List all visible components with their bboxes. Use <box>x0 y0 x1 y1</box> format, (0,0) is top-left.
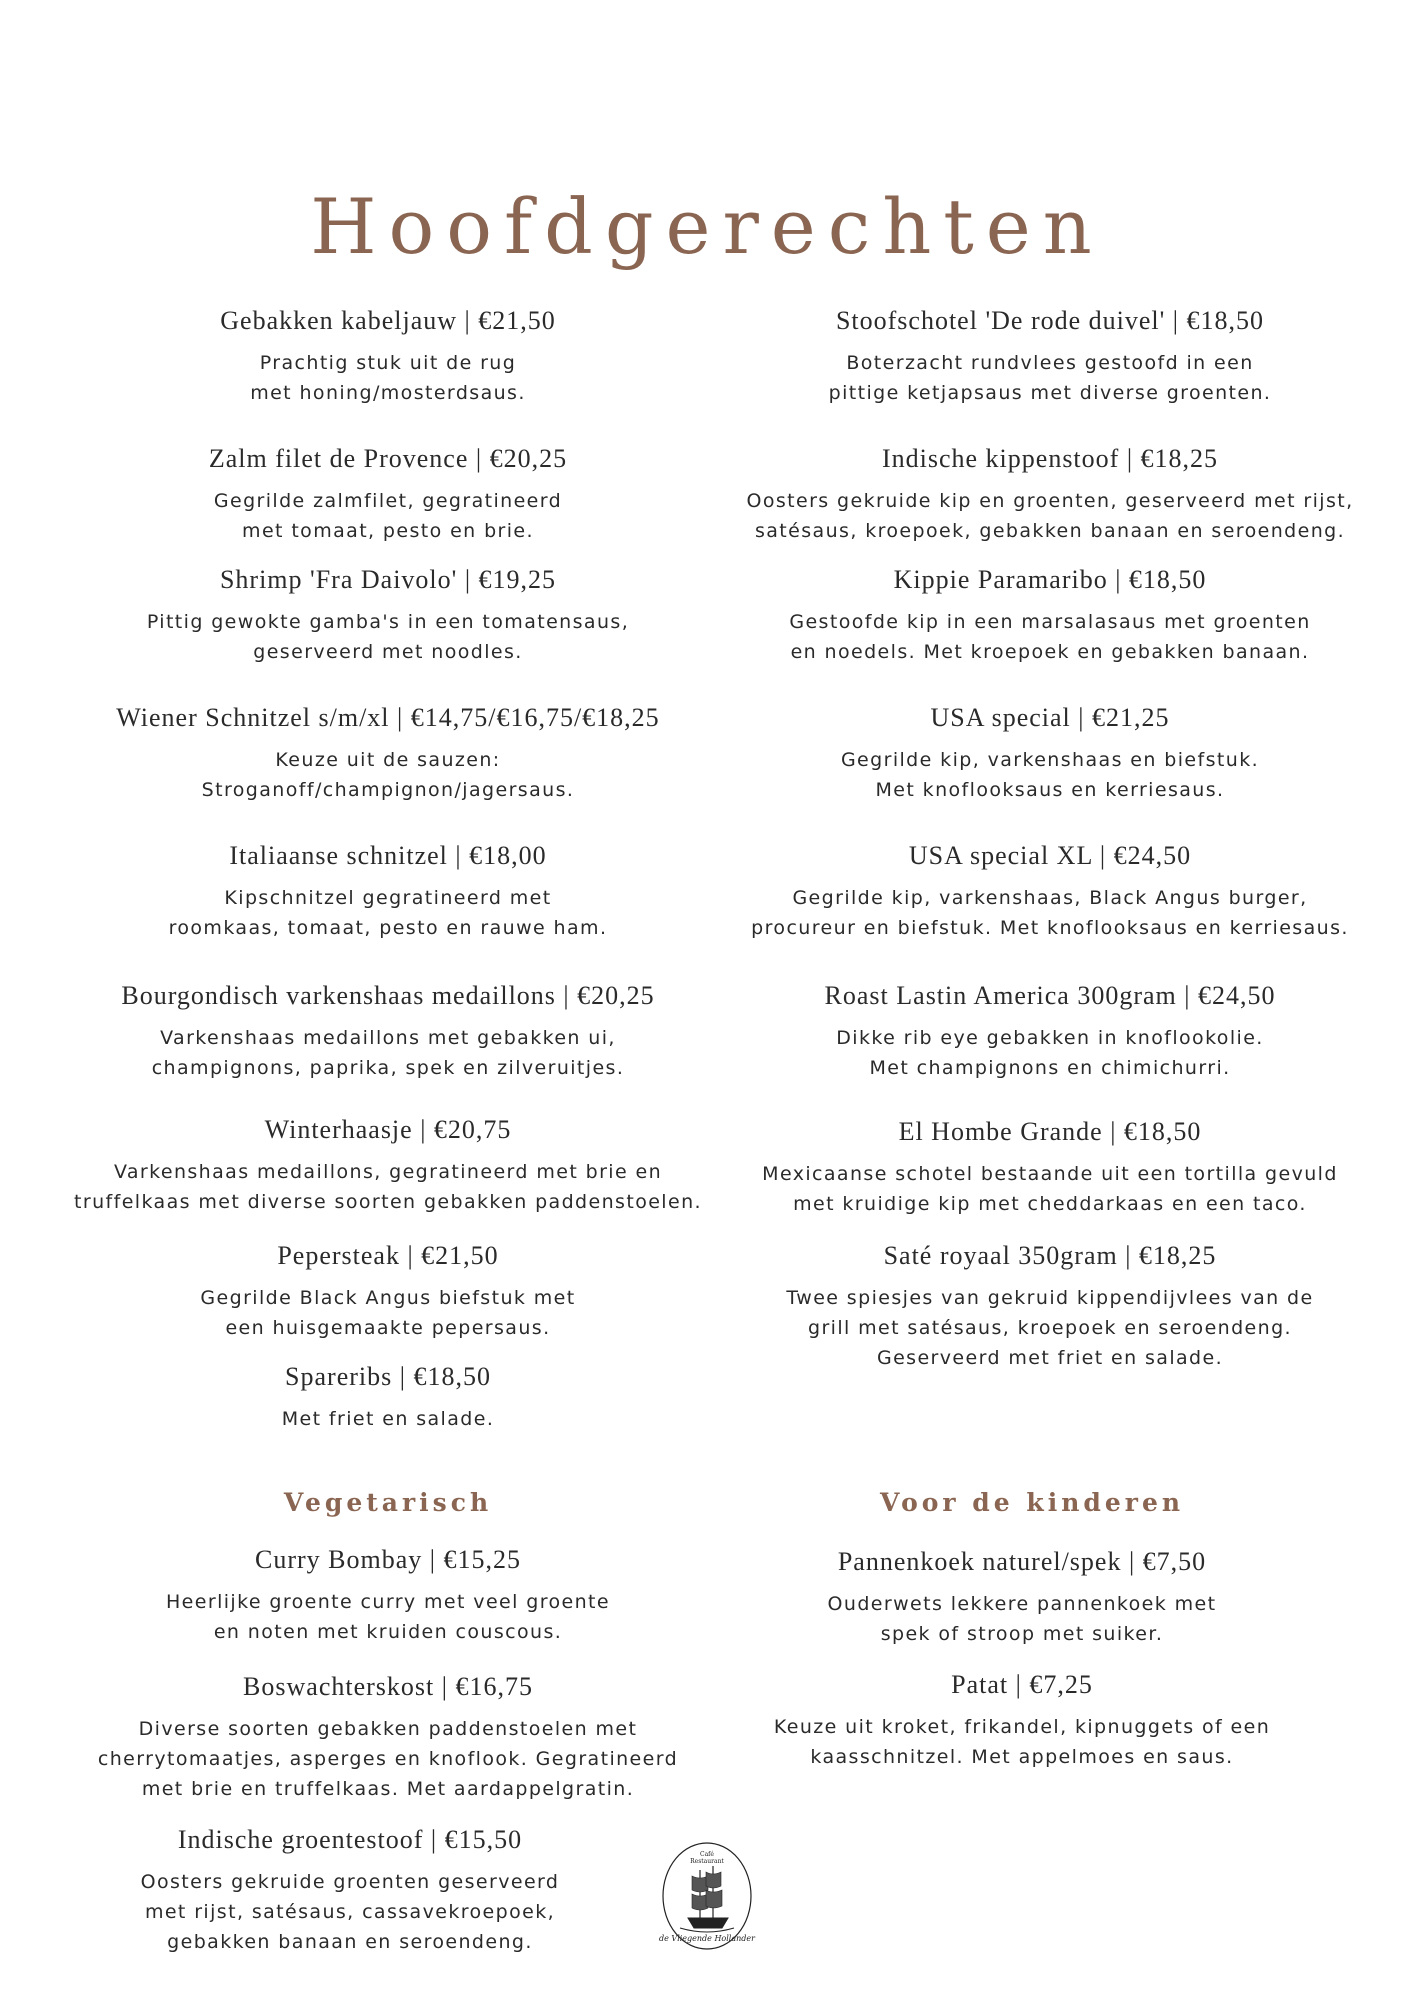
desc-line: een huisgemaakte pepersaus. <box>225 1317 551 1339</box>
menu-item-name: Winterhaasje | €20,75 <box>264 1115 512 1144</box>
desc-line: en noedels. Met kroepoek en gebakken banaan. <box>790 641 1310 663</box>
menu-item-name: Patat | €7,25 <box>951 1670 1093 1699</box>
menu-item-description <box>672 1589 1372 1649</box>
desc-line: kaasschnitzel. Met appelmoes en saus. <box>810 1746 1234 1768</box>
menu-item-description <box>700 348 1400 408</box>
desc-line: met kruidige kip met cheddarkaas en een taco. <box>793 1193 1307 1215</box>
desc-line: Gegrilde Black Angus biefstuk met <box>200 1287 576 1309</box>
desc-line: champignons, paprika, spek en zilveruitjes. <box>151 1057 625 1079</box>
menu-item-name: Saté royaal 350gram | €18,25 <box>883 1241 1217 1270</box>
menu-item-stoofschotel <box>700 306 1400 408</box>
desc-line: met rijst, satésaus, cassavekroepoek, <box>144 1901 556 1923</box>
menu-item-description <box>0 1867 700 1957</box>
menu-item-italiaanse-schnitzel <box>38 841 738 943</box>
desc-line: truffelkaas met diverse soorten gebakken paddenstoelen. <box>74 1191 702 1213</box>
desc-line: satésaus, kroepoek, gebakken banaan en seroendeng. <box>754 520 1346 542</box>
logo-top-text: Café <box>700 1851 714 1858</box>
desc-line: Geserveerd met friet en salade. <box>876 1347 1224 1369</box>
menu-item-description <box>38 745 738 805</box>
menu-item-description <box>700 1283 1400 1373</box>
desc-line: cherrytomaatjes, asperges en knoflook. Gegratineerd <box>97 1748 679 1770</box>
logo-brand-text: de Vliegende Hollander <box>659 1934 755 1943</box>
menu-item-patat <box>672 1670 1372 1772</box>
menu-item-zalm-filet <box>38 444 738 546</box>
desc-line: Boterzacht rundvlees gestoofd in een <box>846 352 1254 374</box>
menu-item-description <box>700 1023 1400 1083</box>
menu-item-name: Zalm filet de Provence | €20,25 <box>208 444 568 473</box>
desc-line: Prachtig stuk uit de rug <box>259 352 517 374</box>
menu-item-pannenkoek <box>672 1547 1372 1649</box>
menu-item-sate-royaal <box>700 1241 1400 1373</box>
desc-line: Ouderwets lekkere pannenkoek met <box>827 1593 1217 1615</box>
menu-item-name: Italiaanse schnitzel | €18,00 <box>229 841 547 870</box>
desc-line: met brie en truffelkaas. Met aardappelgratin. <box>141 1778 635 1800</box>
desc-line: Varkenshaas medaillons, gegratineerd met brie en <box>113 1161 663 1183</box>
menu-item-wiener-schnitzel <box>38 703 738 805</box>
menu-item-bourgondisch-varkenshaas <box>38 981 738 1083</box>
menu-item-name: Stoofschotel 'De rode duivel' | €18,50 <box>835 306 1265 335</box>
menu-item-description <box>700 1159 1400 1219</box>
menu-item-name: Kippie Paramaribo | €18,50 <box>893 565 1207 594</box>
desc-line: Gegrilde kip, varkenshaas en biefstuk. <box>840 749 1260 771</box>
desc-line: Met knoflooksaus en kerriesaus. <box>875 779 1225 801</box>
desc-line: Oosters gekruide kip en groenten, geserveerd met rijst, <box>746 490 1354 512</box>
menu-item-el-hombe-grande <box>700 1117 1400 1219</box>
menu-item-shrimp <box>38 565 738 667</box>
menu-item-description <box>700 607 1400 667</box>
menu-item-boswachterskost <box>38 1672 738 1804</box>
menu-item-usa-special <box>700 703 1400 805</box>
menu-item-name: Pepersteak | €21,50 <box>277 1241 499 1270</box>
menu-item-indische-kippenstoof <box>700 444 1400 546</box>
menu-item-name: Pannenkoek naturel/spek | €7,50 <box>837 1547 1207 1576</box>
menu-item-name: El Hombe Grande | €18,50 <box>898 1117 1202 1146</box>
menu-item-name: Curry Bombay | €15,25 <box>255 1545 521 1574</box>
menu-item-description <box>700 745 1400 805</box>
menu-item-name: Roast Lastin America 300gram | €24,50 <box>824 981 1276 1010</box>
menu-item-name: USA special XL | €24,50 <box>908 841 1192 870</box>
menu-item-description <box>700 486 1400 546</box>
menu-item-description <box>38 1283 738 1343</box>
desc-line: Gegrilde kip, varkenshaas, Black Angus burger, <box>792 887 1308 909</box>
desc-line: procureur en biefstuk. Met knoflooksaus en kerriesaus. <box>751 917 1349 939</box>
menu-item-kippie-paramaribo <box>700 565 1400 667</box>
menu-item-name: Wiener Schnitzel s/m/xl | €14,75/€16,75/€18,25 <box>116 703 660 732</box>
restaurant-logo <box>658 1840 756 1952</box>
menu-item-description <box>38 1157 738 1217</box>
section-heading-kinderen: Voor de kinderen <box>879 1488 1185 1517</box>
menu-item-description <box>38 1023 738 1083</box>
menu-item-curry-bombay <box>38 1545 738 1647</box>
desc-line: geserveerd met noodles. <box>253 641 523 663</box>
menu-item-name: Spareribs | €18,50 <box>285 1362 491 1391</box>
desc-line: Keuze uit de sauzen: <box>275 749 501 771</box>
logo-top-text-2: Restaurant <box>690 1858 724 1865</box>
desc-line: Kipschnitzel gegratineerd met <box>224 887 552 909</box>
menu-item-description <box>38 1714 738 1804</box>
menu-item-name: USA special | €21,25 <box>930 703 1170 732</box>
menu-item-usa-special-xl <box>700 841 1400 943</box>
ship-icon <box>680 1866 734 1932</box>
menu-item-name: Boswachterskost | €16,75 <box>243 1672 533 1701</box>
section-heading-vegetarisch: Vegetarisch <box>283 1488 493 1517</box>
desc-line: Met champignons en chimichurri. <box>869 1057 1231 1079</box>
desc-line: Diverse soorten gebakken paddenstoelen met <box>138 1718 638 1740</box>
desc-line: Pittig gewokte gamba's in een tomatensaus, <box>146 611 630 633</box>
menu-item-description <box>38 607 738 667</box>
desc-line: met honing/mosterdsaus. <box>250 382 526 404</box>
menu-item-spareribs <box>38 1362 738 1434</box>
menu-item-name: Shrimp 'Fra Daivolo' | €19,25 <box>219 565 557 594</box>
menu-item-description <box>38 883 738 943</box>
menu-item-description <box>38 486 738 546</box>
menu-item-roast-lastin-america <box>700 981 1400 1083</box>
desc-line: met tomaat, pesto en brie. <box>242 520 534 542</box>
menu-item-description <box>700 883 1400 943</box>
desc-line: roomkaas, tomaat, pesto en rauwe ham. <box>168 917 608 939</box>
menu-item-winterhaasje <box>38 1115 738 1217</box>
desc-line: Oosters gekruide groenten geserveerd <box>140 1871 560 1893</box>
menu-item-gebakken-kabeljauw <box>38 306 738 408</box>
menu-item-name: Indische kippenstoof | €18,25 <box>881 444 1219 473</box>
desc-line: Met friet en salade. <box>281 1408 495 1430</box>
menu-item-name: Gebakken kabeljauw | €21,50 <box>220 306 556 335</box>
desc-line: Stroganoff/champignon/jagersaus. <box>201 779 575 801</box>
page-title: Hoofdgerechten <box>310 181 1104 271</box>
desc-line: en noten met kruiden couscous. <box>213 1621 563 1643</box>
desc-line: gebakken banaan en seroendeng. <box>167 1931 533 1953</box>
desc-line: Mexicaanse schotel bestaande uit een tortilla gevuld <box>762 1163 1338 1185</box>
menu-item-indische-groentestoof <box>0 1825 700 1957</box>
desc-line: pittige ketjapsaus met diverse groenten. <box>828 382 1272 404</box>
menu-item-name: Bourgondisch varkenshaas medaillons | €20,25 <box>121 981 655 1010</box>
desc-line: Varkenshaas medaillons met gebakken ui, <box>160 1027 616 1049</box>
desc-line: Dikke rib eye gebakken in knoflookolie. <box>836 1027 1264 1049</box>
menu-item-description <box>38 1404 738 1434</box>
desc-line: Gegrilde zalmfilet, gegratineerd <box>213 490 563 512</box>
desc-line: Keuze uit kroket, frikandel, kipnuggets of een <box>773 1716 1271 1738</box>
menu-item-name: Indische groentestoof | €15,50 <box>177 1825 523 1854</box>
desc-line: Heerlijke groente curry met veel groente <box>166 1591 610 1613</box>
menu-item-pepersteak <box>38 1241 738 1343</box>
desc-line: spek of stroop met suiker. <box>880 1623 1164 1645</box>
menu-item-description <box>38 348 738 408</box>
desc-line: Gestoofde kip in een marsalasaus met groenten <box>789 611 1311 633</box>
menu-item-description <box>672 1712 1372 1772</box>
desc-line: Twee spiesjes van gekruid kippendijvlees van de <box>786 1287 1314 1309</box>
desc-line: grill met satésaus, kroepoek en seroendeng. <box>807 1317 1292 1339</box>
menu-item-description <box>38 1587 738 1647</box>
